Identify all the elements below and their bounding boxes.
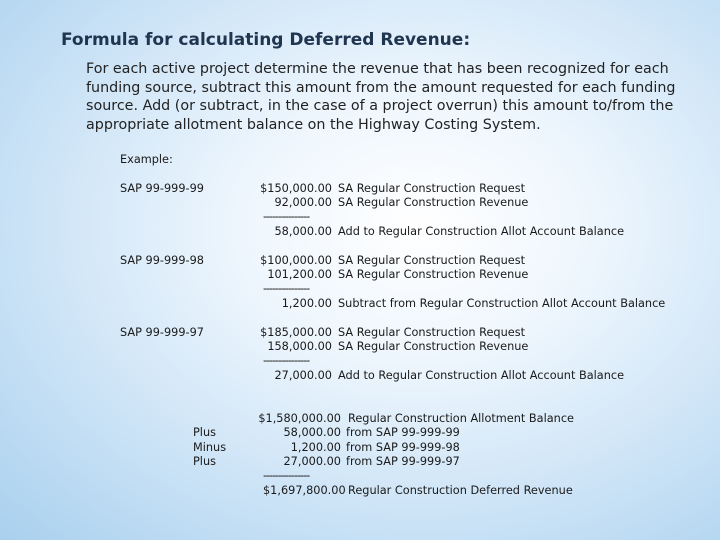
revenue-amount: 158,000.00 (267, 340, 332, 353)
result-desc: Add to Regular Construction Allot Account Balance (338, 369, 625, 382)
project-id: SAP 99-999-97 (120, 326, 204, 339)
summary-amount: 58,000.00 (283, 426, 341, 439)
result-amount: 58,000.00 (274, 225, 332, 238)
summary-desc: Regular Construction Allotment Balance (348, 412, 574, 425)
result-amount: 27,000.00 (274, 369, 332, 382)
result-desc: Subtract from Regular Construction Allot Account Balance (338, 297, 666, 310)
revenue-desc: SA Regular Construction Revenue (338, 268, 529, 281)
request-amount: $100,000.00 (260, 254, 332, 267)
revenue-amount: 92,000.00 (274, 196, 332, 209)
request-desc: SA Regular Construction Request (338, 326, 526, 339)
separator-line: --------------- (263, 469, 310, 482)
summary-operator: Plus (193, 426, 216, 439)
separator-line: --------------- (263, 354, 310, 367)
example-label: Example: (120, 153, 173, 166)
revenue-desc: SA Regular Construction Revenue (338, 196, 529, 209)
revenue-amount: 101,200.00 (267, 268, 332, 281)
total-amount: $1,697,800.00 (263, 484, 346, 497)
summary-desc: from SAP 99-999-99 (346, 426, 460, 439)
summary-desc: from SAP 99-999-98 (346, 441, 460, 454)
result-amount: 1,200.00 (281, 297, 332, 310)
revenue-desc: SA Regular Construction Revenue (338, 340, 529, 353)
result-desc: Add to Regular Construction Allot Account Balance (338, 225, 625, 238)
total-desc: Regular Construction Deferred Revenue (348, 484, 573, 497)
summary-amount: 1,200.00 (290, 441, 341, 454)
summary-desc: from SAP 99-999-97 (346, 455, 460, 468)
summary-operator: Plus (193, 455, 216, 468)
request-desc: SA Regular Construction Request (338, 182, 526, 195)
summary-operator: Minus (193, 441, 227, 454)
request-amount: $150,000.00 (260, 182, 332, 195)
summary-amount: 27,000.00 (283, 455, 341, 468)
intro-paragraph: For each active project determine the revenue that has been recognized for each funding source, subtract this amount from the amount requested for each funding source. Add (or subtract, in the case of a project overrun) this amount to/from the appropriate allotment balance on the Highway Costing System. (86, 61, 676, 133)
request-desc: SA Regular Construction Request (338, 254, 526, 267)
separator-line: --------------- (263, 282, 310, 295)
summary-amount: $1,580,000.00 (258, 412, 341, 425)
project-id: SAP 99-999-99 (120, 182, 204, 195)
project-id: SAP 99-999-98 (120, 254, 204, 267)
request-amount: $185,000.00 (260, 326, 332, 339)
slide-title: Formula for calculating Deferred Revenue: (61, 30, 471, 50)
separator-line: --------------- (263, 210, 310, 223)
